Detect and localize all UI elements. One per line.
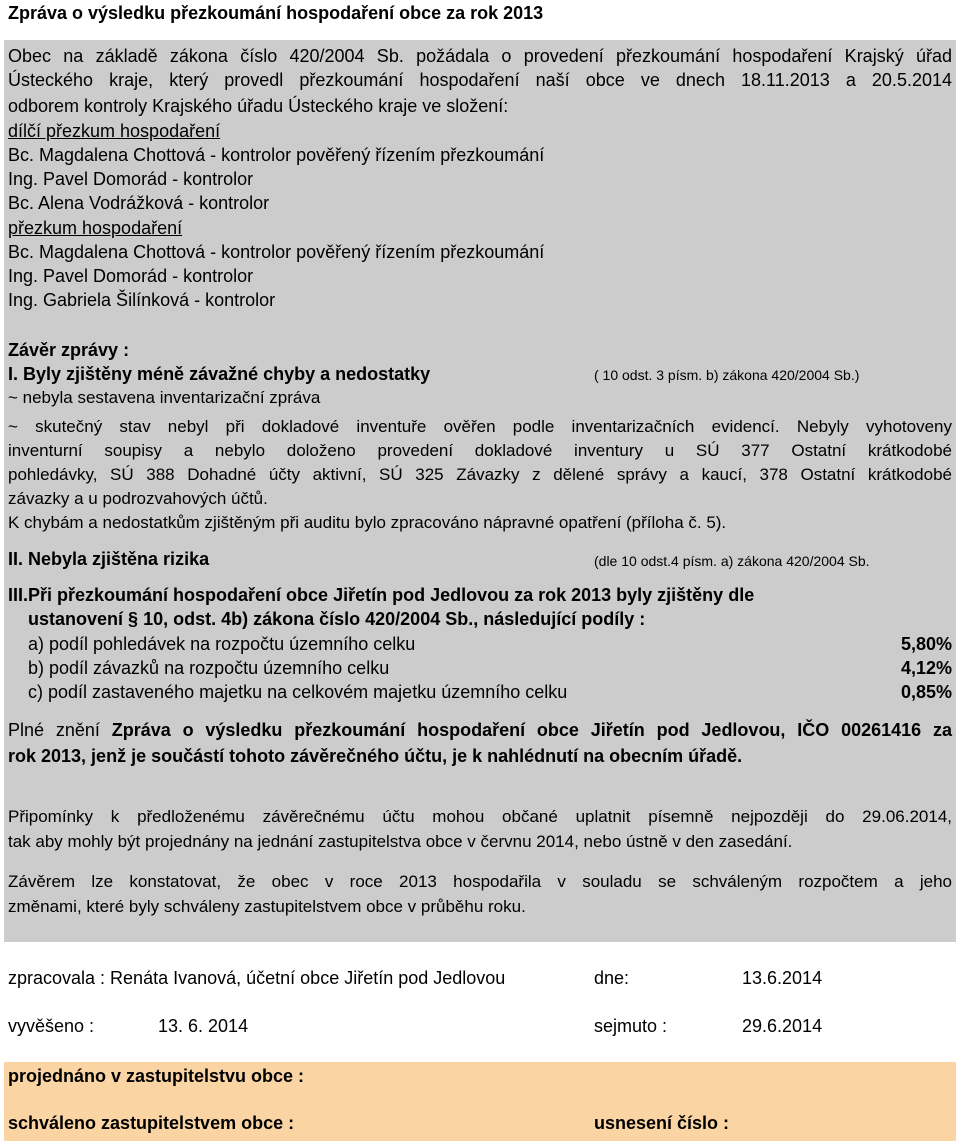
prepared-by: zpracovala : Renáta Ivanová, účetní obce Jiřetín pod Jedlovou: [8, 968, 506, 988]
section1-note: ~ nebyla sestavena inventarizační zpráva: [8, 388, 321, 407]
detail-line: pohledávky, SÚ 388 Dohadné účty aktivní, SÚ 325 Závazky z dělené správy a kaucí, 378 Ostatní krátkodobé: [8, 465, 952, 484]
conclusion-heading: Závěr zprávy :: [8, 340, 130, 360]
full-text-line: rok 2013, jenž je součástí tohoto závěrečného účtu, je k nahlédnutí na obecním úřadě.: [8, 746, 743, 766]
final-line: Závěrem lze konstatovat, že obec v roce 2013 hospodařila v souladu se schváleným rozpočtem a jeho: [8, 872, 952, 891]
full-review-member: Ing. Pavel Domorád - kontrolor: [8, 266, 254, 286]
comments-line: Připomínky k předloženému závěrečnému účtu mohou občané uplatnit písemně nejpozději do 29.06.2014,: [8, 807, 952, 826]
posted-label: vyvěšeno :: [8, 1016, 95, 1036]
share-value: 0,85%: [900, 682, 952, 702]
section3-part: 10, odst. 4b) zákona číslo 420/2004 Sb.: [143, 609, 474, 629]
section3-part: ustanovení: [28, 609, 124, 629]
detail-line: závazky a u podrozvahových účtů.: [8, 489, 268, 508]
detail-line: K chybám a nedostatkům zjištěným při auditu bylo zpracováno nápravné opatření (příloha č. 5).: [8, 513, 727, 532]
full-text-prefix: Plné znění: [8, 720, 112, 740]
share-label: c) podíl zastaveného majetku na celkovém majetku územního celku: [28, 682, 568, 702]
document-title: Zpráva o výsledku přezkoumání hospodaření obce za rok 2013: [8, 3, 544, 23]
paragraph-icon: §: [128, 609, 139, 629]
date-label: dne:: [594, 968, 630, 988]
section3-part: , následující podíly :: [473, 609, 646, 629]
partial-review-member: Bc. Magdalena Chottová - kontrolor pověřený řízením přezkoumání: [8, 145, 545, 165]
resolution-label: usnesení číslo :: [594, 1113, 730, 1133]
share-label: a) podíl pohledávek na rozpočtu územního celku: [28, 634, 416, 654]
section2-legal-reference: (dle 10 odst.4 písm. a) zákona 420/2004 Sb.: [594, 553, 870, 569]
section3-line: [28, 609, 645, 630]
full-text-line: [8, 720, 952, 741]
detail-line: inventurní soupisy a nebylo doloženo provedení dokladové inventury u SÚ 377 Ostatní krátkodobé: [8, 441, 952, 460]
section1-legal-reference: ( 10 odst. 3 písm. b) zákona 420/2004 Sb.): [594, 367, 860, 383]
section3-line: III.Při přezkoumání hospodaření obce Jiřetín pod Jedlovou za rok 2013 byly zjištěny dle: [8, 585, 755, 605]
full-text-bold: Zpráva o výsledku přezkoumání hospodaření obce Jiřetín pod Jedlovou, IČO 00261416 za: [111, 720, 952, 740]
full-review-member: Ing. Gabriela Šilínková - kontrolor: [8, 290, 276, 310]
section2-title: II. Nebyla zjištěna rizika: [8, 549, 210, 569]
final-line: změnami, které byly schváleny zastupitelstvem obce v průběhu roku.: [8, 897, 526, 916]
removed-label: sejmuto :: [594, 1016, 668, 1036]
section1-title: I. Byly zjištěny méně závažné chyby a nedostatky: [8, 364, 431, 384]
comments-line: tak aby mohly být projednány na jednání zastupitelstva obce v červnu 2014, nebo ústně v den zasedání.: [8, 832, 793, 851]
posted-value: 13. 6. 2014: [158, 1016, 249, 1036]
removed-value: 29.6.2014: [742, 1016, 823, 1036]
detail-line: ~ skutečný stav nebyl při dokladové inventuře ověřen podle inventarizačních evidencí. Nebyly vyhotoveny: [8, 417, 952, 436]
approved-label: schváleno zastupitelstvem obce :: [8, 1113, 295, 1133]
partial-review-heading: dílčí přezkum hospodaření: [8, 121, 221, 141]
partial-review-member: Ing. Pavel Domorád - kontrolor: [8, 169, 254, 189]
intro-line: Obec na základě zákona číslo 420/2004 Sb. požádala o provedení přezkoumání hospodaření Krajský úřad: [8, 46, 952, 66]
share-value: 5,80%: [900, 634, 952, 654]
date-value: 13.6.2014: [742, 968, 823, 988]
partial-review-member: Bc. Alena Vodrážková - kontrolor: [8, 193, 270, 213]
full-review-member: Bc. Magdalena Chottová - kontrolor pověřený řízením přezkoumání: [8, 242, 545, 262]
share-value: 4,12%: [900, 658, 952, 678]
full-review-heading: přezkum hospodaření: [8, 218, 183, 238]
discussed-label: projednáno v zastupitelstvu obce :: [8, 1066, 305, 1086]
intro-line: odborem kontroly Krajského úřadu Ústeckého kraje ve složení:: [8, 96, 509, 116]
share-label: b) podíl závazků na rozpočtu územního celku: [28, 658, 390, 678]
intro-line: Ústeckého kraje, který provedl přezkoumání hospodaření naší obce ve dnech 18.11.2013 a 20.5.2014: [8, 70, 952, 90]
